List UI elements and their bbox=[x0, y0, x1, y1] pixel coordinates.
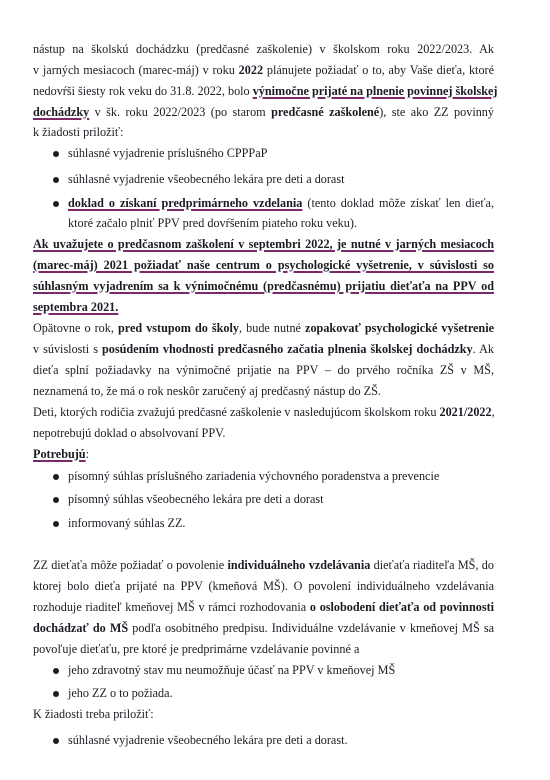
text: plánujete požiadať o to, aby Vaše dieťa, ktoré bbox=[263, 63, 494, 77]
list1-item-2 bbox=[68, 171, 344, 187]
p3-line-3 bbox=[33, 362, 494, 378]
text: povoľuje dieťaťu, pre ktoré je predprimárne vzdelávanie povinné a bbox=[33, 642, 360, 656]
text: podľa osobitného predpisu. Individuálne vzdelávanie v kmeňovej MŠ sa bbox=[128, 621, 494, 635]
text: ), ste ako ZZ povinný bbox=[379, 105, 494, 119]
p1-line-4 bbox=[33, 104, 494, 120]
attend-ms-bold: dochádzať do MŠ bbox=[33, 621, 129, 635]
year-2022: 2022 bbox=[238, 63, 264, 77]
individual-education-bold: individuálneho vzdelávania bbox=[227, 558, 371, 572]
exceptional-admission-emphasis: výnimočne prijaté na plnenie povinnej školskej bbox=[252, 84, 498, 98]
text: rozhoduje riaditeľ kmeňovej MŠ v rámci rozhodovania bbox=[33, 600, 310, 614]
early-enrollment-bold: predčasné zaškolené bbox=[271, 105, 380, 119]
attendance-emphasis: dochádzky bbox=[33, 105, 90, 119]
p1-line-1 bbox=[33, 41, 494, 57]
text: informovaný súhlas ZZ. bbox=[68, 516, 186, 530]
p5-line-1 bbox=[33, 706, 154, 722]
p4-line-4 bbox=[33, 620, 494, 636]
text: k žiadosti priložiť: bbox=[33, 125, 124, 139]
exemption-bold: o oslobodení dieťaťa od povinnosti bbox=[309, 600, 495, 614]
text: v šk. roku 2022/2023 (po starom bbox=[89, 105, 272, 119]
text: písomný súhlas príslušného zariadenia výchovného poradenstva a prevencie bbox=[68, 469, 440, 483]
p1-line-2 bbox=[33, 62, 494, 78]
text: v jarných mesiacoch (marec-máj) v roku bbox=[33, 63, 239, 77]
text: , bbox=[491, 405, 495, 419]
needs-label: Potrebujú bbox=[33, 447, 86, 461]
bullet-icon bbox=[53, 151, 59, 157]
p3-line-6 bbox=[33, 425, 225, 441]
text: súhlasné vyjadrenie príslušného CPPPaP bbox=[68, 146, 268, 160]
text: v súvislosti s bbox=[33, 342, 102, 356]
text: písomný súhlas všeobecného lekára pre deti a dorast bbox=[68, 492, 324, 506]
bullet-icon bbox=[53, 521, 59, 527]
text: septembra 2021. bbox=[33, 300, 119, 314]
preprimary-certificate-emphasis: doklad o získaní predprimárneho vzdelania bbox=[68, 196, 303, 210]
p4-line-3 bbox=[33, 599, 494, 615]
colon: : bbox=[85, 447, 89, 461]
list3-item-2 bbox=[68, 685, 173, 701]
text: súhlasné vyjadrenie všeobecného lekára pre deti a dorast bbox=[68, 172, 345, 186]
p2-line-2 bbox=[33, 257, 494, 273]
bullet-icon bbox=[53, 177, 59, 183]
list3-item-1 bbox=[68, 662, 395, 678]
bullet-icon bbox=[53, 201, 59, 207]
year-bold: 2021/2022 bbox=[439, 405, 492, 419]
bullet-icon bbox=[53, 497, 59, 503]
text: K žiadosti treba priložiť: bbox=[33, 707, 154, 721]
list1-item-1 bbox=[68, 145, 267, 161]
list1-item-3-cont bbox=[68, 215, 357, 231]
text: dieťa splní požiadavky na výnimočné prijatie na PPV – do prvého ročníka ZŠ v MŠ, bbox=[33, 363, 494, 377]
text: (marec-máj) 2021 požiadať naše centrum o psychologické vyšetrenie, v súvislosti so bbox=[33, 258, 494, 272]
text: . Ak bbox=[472, 342, 494, 356]
p4-line-1 bbox=[33, 557, 494, 573]
bullet-icon bbox=[53, 691, 59, 697]
p2-line-4 bbox=[33, 299, 118, 315]
list4-item-1 bbox=[68, 732, 348, 748]
before-school-bold: pred vstupom do školy bbox=[117, 321, 240, 335]
text: nepotrebujú doklad o absolvovaní PPV. bbox=[33, 426, 226, 440]
bullet-icon bbox=[53, 738, 59, 744]
text: nedovŕši šiesty rok veku do 31.8. 2022, bolo bbox=[33, 84, 253, 98]
list2-item-3 bbox=[68, 515, 185, 531]
p3-line-1 bbox=[33, 320, 494, 336]
text: jeho ZZ o to požiada. bbox=[68, 686, 173, 700]
list1-item-3 bbox=[68, 195, 494, 211]
text: (tento doklad môže získať len dieťa, bbox=[302, 196, 495, 210]
text: ZZ dieťaťa môže požiadať o povolenie bbox=[33, 558, 228, 572]
text: súhlasné vyjadrenie všeobecného lekára pre deti a dorast. bbox=[68, 733, 348, 747]
text: dieťaťa riaditeľa MŠ, do bbox=[370, 558, 494, 572]
list2-item-2 bbox=[68, 491, 324, 507]
p2-line-1 bbox=[33, 236, 494, 252]
p3-line-2 bbox=[33, 341, 494, 357]
list2-item-1 bbox=[68, 468, 439, 484]
p4-line-5 bbox=[33, 641, 359, 657]
assessment-bold: posúdením vhodnosti predčasného začatia plnenia školskej dochádzky bbox=[101, 342, 473, 356]
text: nástup na školskú dochádzku (predčasné zaškolenie) v školskom roku 2022/2023. Ak bbox=[33, 42, 494, 56]
p1-line-5 bbox=[33, 124, 124, 140]
text: ktorej bolo dieťa prijaté na PPV (kmeňová MŠ). O povolení individuálneho vzdelávania bbox=[33, 579, 494, 593]
needs-heading bbox=[33, 446, 89, 462]
bullet-icon bbox=[53, 474, 59, 480]
text: jeho zdravotný stav mu neumožňuje účasť na PPV v kmeňovej MŠ bbox=[68, 663, 396, 677]
text: , bude nutné bbox=[239, 321, 306, 335]
text: neznamená to, že má o rok neskôr zaručený aj predčasný nástup do ZŠ. bbox=[33, 384, 381, 398]
p4-line-2 bbox=[33, 578, 494, 594]
text: Ak uvažujete o predčasnom zaškolení v septembri 2022, je nutné v jarných mesiacoch bbox=[33, 237, 494, 251]
p3-line-4 bbox=[33, 383, 381, 399]
text: ktoré začalo plniť PPV pred dovŕšením piateho roku veku). bbox=[68, 216, 357, 230]
p1-line-3 bbox=[33, 83, 498, 99]
repeat-exam-bold: zopakovať psychologické vyšetrenie bbox=[305, 321, 494, 335]
p2-line-3 bbox=[33, 278, 494, 294]
bullet-icon bbox=[53, 668, 59, 674]
text: Deti, ktorých rodičia zvažujú predčasné zaškolenie v nasledujúcom školskom roku bbox=[33, 405, 440, 419]
p3-line-5 bbox=[33, 404, 494, 420]
text: súhlasným vyjadrením sa k výnimočnému (predčasnému) prijatiu dieťaťa na PPV od bbox=[33, 279, 494, 293]
text: Opätovne o rok, bbox=[33, 321, 118, 335]
